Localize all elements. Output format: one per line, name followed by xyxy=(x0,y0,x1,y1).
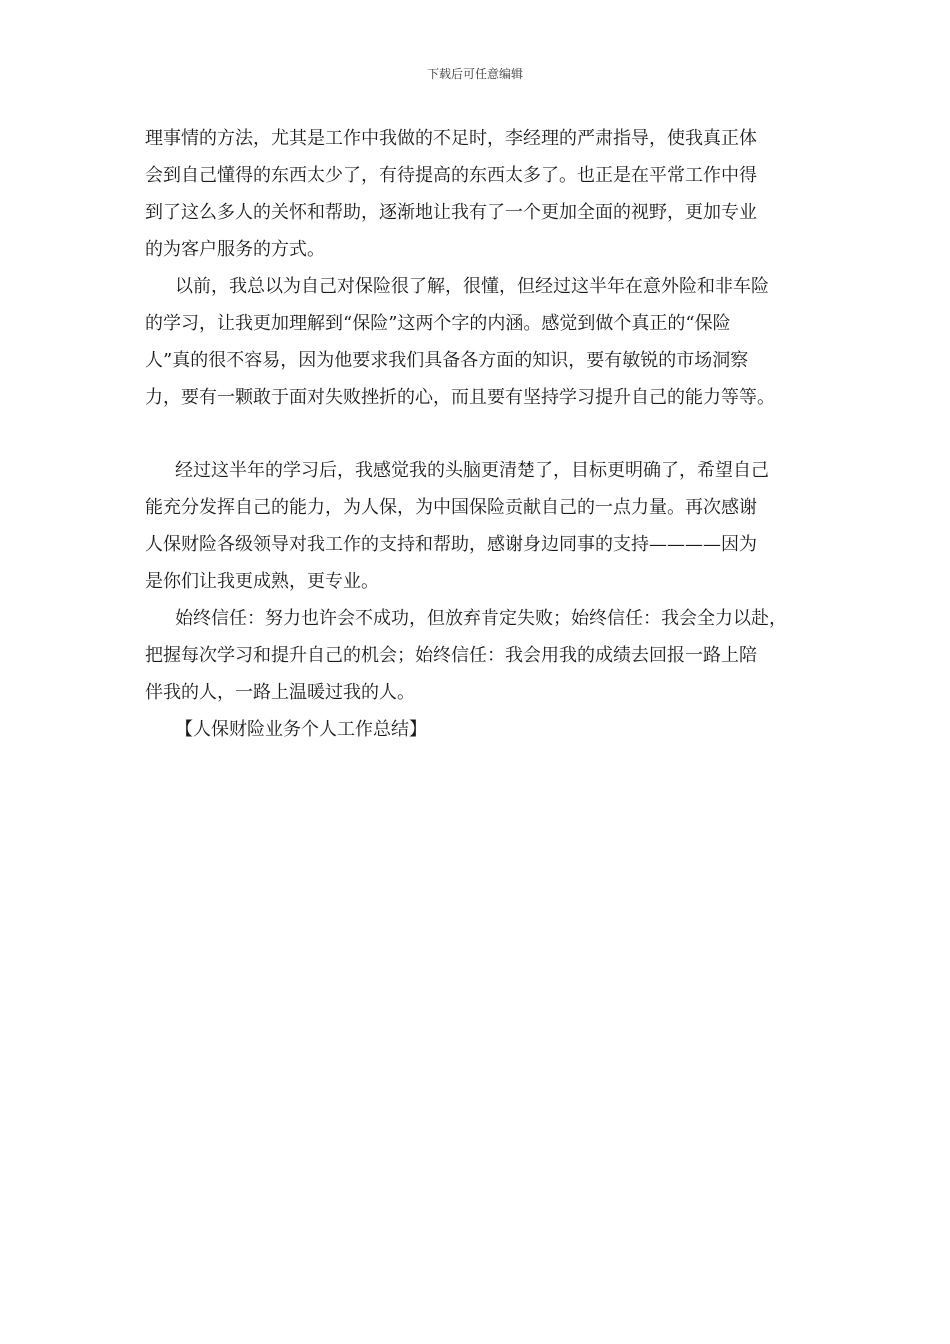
text-line: 始终信任：努力也许会不成功，但放弃肯定失败；始终信任：我会全力以赴， xyxy=(175,608,787,629)
document-body xyxy=(145,120,835,748)
text-line: 的学习，让我更加理解到“保险”这两个字的内涵。感觉到做个真正的“保险 xyxy=(145,313,731,334)
text-line: 是你们让我更成熟，更专业。 xyxy=(145,571,379,592)
page-header: 下载后可任意编辑 xyxy=(426,67,523,81)
text-line: 把握每次学习和提升自己的机会；始终信任：我会用我的成绩去回报一路上陪 xyxy=(145,645,757,666)
text-line: 能充分发挥自己的能力，为人保，为中国保险贡献自己的一点力量。再次感谢 xyxy=(145,497,757,518)
text-line: 会到自己懂得的东西太少了，有待提高的东西太多了。也正是在平常工作中得 xyxy=(145,165,757,186)
document-title-bracketed: 【人保财险业务个人工作总结】 xyxy=(175,719,427,740)
text-line: 理事情的方法，尤其是工作中我做的不足时，李经理的严肃指导，使我真正体 xyxy=(145,128,757,149)
text-line: 力，要有一颗敢于面对失败挫折的心，而且要有坚持学习提升自己的能力等等。 xyxy=(145,387,775,408)
text-line: 到了这么多人的关怀和帮助，逐渐地让我有了一个更加全面的视野，更加专业 xyxy=(145,202,757,223)
paragraph-5 xyxy=(145,711,835,748)
paragraph-2 xyxy=(145,268,835,416)
text-line: 人”真的很不容易，因为他要求我们具备各方面的知识，要有敏锐的市场洞察 xyxy=(145,350,749,371)
paragraph-1 xyxy=(145,120,835,268)
text-line: 人保财险各级领导对我工作的支持和帮助，感谢身边同事的支持————因为 xyxy=(145,534,757,555)
paragraph-gap xyxy=(145,416,835,452)
text-line: 的为客户服务的方式。 xyxy=(145,239,325,260)
text-line: 经过这半年的学习后，我感觉我的头脑更清楚了，目标更明确了，希望自己 xyxy=(175,460,769,481)
paragraph-4 xyxy=(145,600,835,711)
text-line: 伴我的人，一路上温暖过我的人。 xyxy=(145,682,415,703)
paragraph-3 xyxy=(145,452,835,600)
text-line: 以前，我总以为自己对保险很了解，很懂，但经过这半年在意外险和非车险 xyxy=(175,276,769,297)
